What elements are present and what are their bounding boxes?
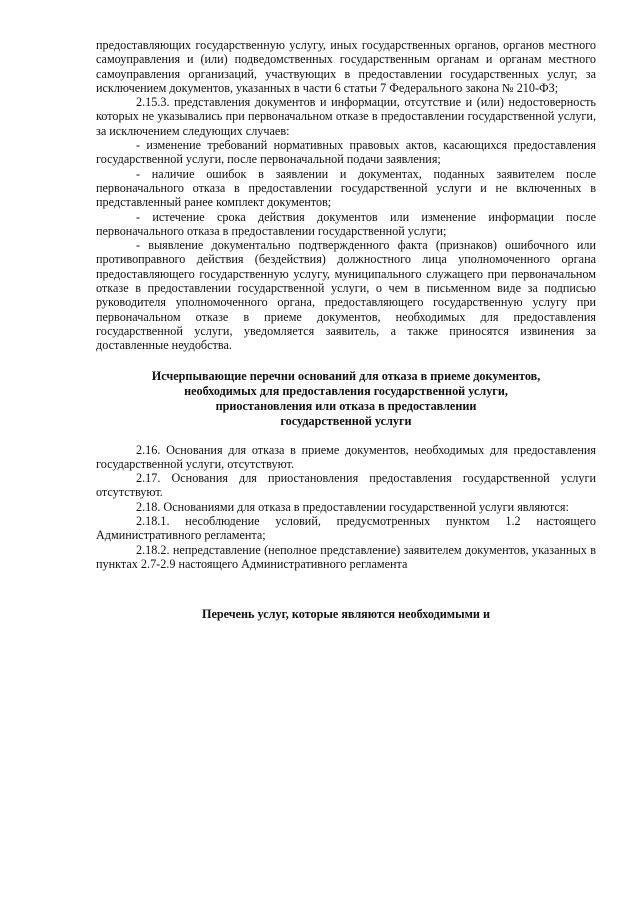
section-heading-refusal-lists — [96, 369, 596, 429]
heading-line: Исчерпывающие перечни оснований для отказа в приеме документов, — [151, 368, 541, 383]
list-item-official-error: - выявление документально подтвержденного факта (признаков) ошибочного или противоправного действия (бездействия) должностного лица уполномоченного органа предоставляющего государственную услугу, муниципального служащего при первоначальном отказе в предоставлении государственной услуги, о чем в письменном виде за подписью руководителя уполномоченного органа, предоставляющего государственную услугу при первоначальном отказе в приеме документов, необходимых для предоставления государственной услуги, уведомляется заявитель, а также приносятся извинения за доставленные неудобства. — [96, 238, 596, 353]
heading-line: государственной услуги — [280, 413, 412, 428]
list-item-application-errors: - наличие ошибок в заявлении и документах, поданных заявителем после первоначального отказа в предоставлении государственной услуги и не включенных в представленный ранее комплект документов; — [96, 166, 596, 210]
paragraph-2-18-2: 2.18.2. непредставление (неполное представление) заявителем документов, указанных в пунктах 2.7-2.9 настоящего Административного регламента — [96, 542, 596, 571]
section-refusal-lists — [96, 443, 596, 572]
list-item-legal-changes: - изменение требований нормативных правовых актов, касающихся предоставления государственной услуги, после первоначальной подачи заявления; — [96, 138, 596, 167]
paragraph-2-18: 2.18. Основаниями для отказа в предоставлении государственной услуги являются: — [136, 499, 569, 514]
heading-line: приостановления или отказа в предоставлении — [215, 398, 477, 413]
paragraph-2-16: 2.16. Основания для отказа в приеме документов, необходимых для предоставления государственной услуги, отсутствуют. — [96, 442, 596, 471]
heading-line: необходимых для предоставления государственной услуги, — [184, 383, 508, 398]
paragraph-continuation: предоставляющих государственную услугу, иных государственных органов, органов местного самоуправления и (или) подведомственных государственным органам и органам местного самоуправления организаций, участвующих в предоставлении государственных услуг, за исключением документов, указанных в части 6 статьи 7 Федерального закона № 210-ФЗ; — [96, 38, 596, 95]
section-refusal-grounds-continued — [96, 38, 596, 353]
list-item-document-expiry: - истечение срока действия документов или изменение информации после первоначального отказа в предоставлении государственной услуги; — [96, 209, 596, 238]
paragraph-2-15-3: 2.15.3. представления документов и информации, отсутствие и (или) недостоверность которых не указывались при первоначальном отказе в предоставлении государственной услуги, за исключением следующих случаев: — [96, 95, 596, 138]
paragraph-2-18-1: 2.18.1. несоблюдение условий, предусмотренных пунктом 1.2 настоящего Административного регламента; — [96, 514, 596, 543]
paragraph-2-17: 2.17. Основания для приостановления предоставления государственной услуги отсутствуют. — [96, 471, 596, 500]
section-heading-necessary-services: Перечень услуг, которые являются необходимыми и — [201, 607, 491, 622]
